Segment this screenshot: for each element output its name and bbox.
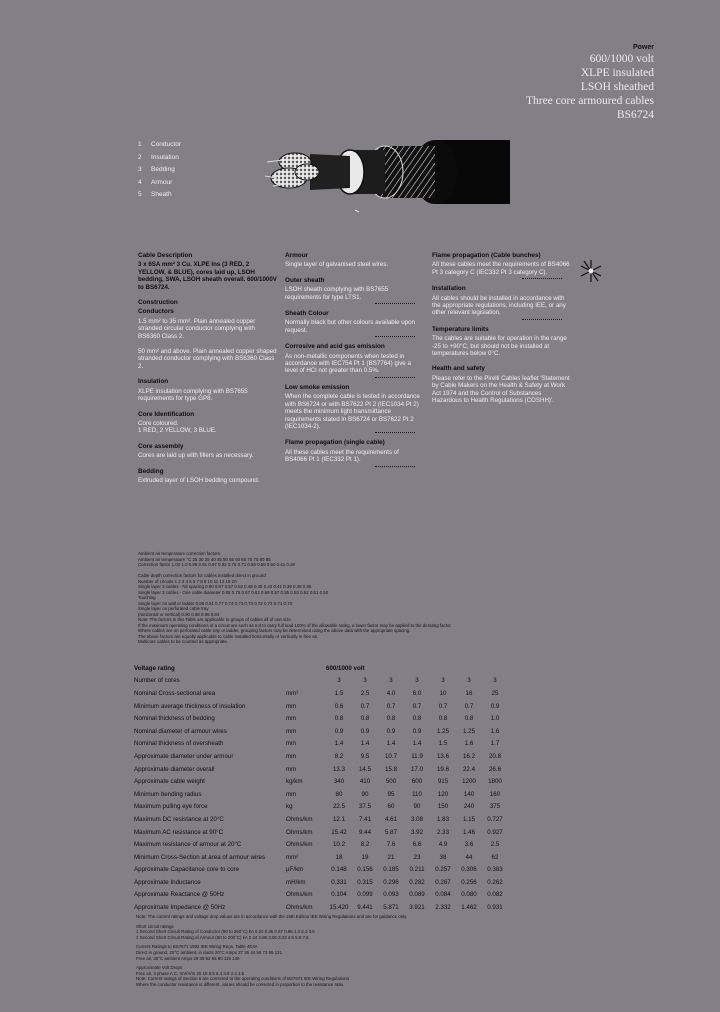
note-line: Where cables are on perforated cable tray or ladder, grouping factors may be determined using the above data with the appropriate spacing. — [138, 628, 411, 633]
component-legend — [138, 139, 181, 202]
table-cell: 23 — [413, 853, 421, 861]
divider — [375, 303, 415, 304]
section-text: 3 x 6SA mm² 3 Cu. XLPE Ins (3 RED, 2 YELLOW, & BLUE), cores laid up, LSOH bedding, SWA, LSOH sheath overall. 600/1000V to BS6724. — [138, 261, 277, 291]
table-cell: 1.5 — [334, 689, 344, 697]
table-cell: 11.9 — [411, 752, 423, 760]
note-line: If the maximum operating conditions of a circuit are such as not to carry full load 100% of the allowable rating, a lower factor may be applied to the derating factor. — [138, 622, 452, 628]
table-cell: 4.61 — [384, 815, 398, 823]
note-line: Ambient air temperature °C 25 30 35 40 45 50 55 60 65 70 75 80 85 — [138, 556, 271, 562]
table-cell: 0.7 — [438, 702, 448, 710]
lsoh-star-icon — [578, 258, 604, 284]
table-cell: 0.9 — [360, 727, 370, 735]
note-line: Correction factor 1.02 1.0 0.96 0.91 0.87 0.82 0.76 0.71 0.65 0.58 0.50 0.41 0.29 — [138, 562, 295, 567]
table-cell: 8.2 — [334, 752, 344, 760]
table-cell: 10.7 — [384, 752, 398, 760]
table-cell: 915 — [437, 778, 449, 786]
row-unit: µF/km — [286, 866, 304, 874]
section-heading: Cable Description — [138, 252, 193, 259]
table-row — [134, 738, 508, 751]
row-unit: mm — [286, 752, 297, 760]
table-cell: 5.87 — [384, 828, 398, 836]
section-heading: Conductors — [138, 308, 174, 316]
row-unit: Ohms/km — [286, 904, 313, 912]
footnote-line: Direct in ground, 20°C ambient, in ducts 20°C Amps 27 36 44 56 73 95 121 — [136, 949, 283, 955]
table-cell: 38 — [439, 853, 447, 861]
section-text: Please refer to the Pirelli Cables leaflet 'Statement by Cable Makers on the Health & Safety at Work Act 1974 and the Control of Substances Hazardous to Health Regulations (COSHH)'. — [432, 374, 570, 405]
table-cell: 3 — [415, 677, 419, 685]
row-label: Maximum AC resistance at 90°C — [134, 828, 224, 836]
table-cell: 12.1 — [332, 815, 346, 823]
row-label: Minimum Cross-Section at area of armour wires — [134, 853, 266, 861]
table-cell: 0.8 — [360, 715, 370, 723]
table-cell: 14.5 — [358, 765, 372, 773]
table-cell: 0.262 — [487, 878, 503, 886]
divider — [522, 319, 562, 320]
table-cell: 1.15 — [462, 815, 476, 823]
row-unit: Ohms/km — [286, 815, 313, 823]
table-cell: 1800 — [488, 778, 502, 786]
table-cell: 0.9 — [386, 727, 396, 735]
row-unit: kg/km — [286, 778, 303, 786]
table-cell: 0.6 — [334, 702, 344, 710]
footnote-line: Note: The current ratings and voltage drop values are in accordance with the 16th Edition IEE Wiring Regulations and are for guidance only. — [136, 914, 408, 919]
table-cell: 0.104 — [331, 891, 347, 899]
table-cell: 80 — [335, 790, 343, 798]
row-label: Number of cores — [134, 677, 180, 685]
table-header-row — [134, 662, 508, 675]
table-row — [134, 763, 508, 776]
note-line: Multicore cables to be counted as appropriate. — [138, 639, 229, 644]
section-text: Extruded layer of LSOH bedding compound. — [138, 476, 260, 484]
note-line: Single layer 3 cables - Nil spacing 0.80 0.67 0.57 0.52 0.48 0.45 0.43 0.41 0.39 0.38 0.36 — [138, 584, 312, 589]
header-label: Voltage rating — [134, 664, 175, 672]
table-cell: 15.420 — [329, 904, 349, 912]
section-heading: Flame propagation (single cable) — [285, 439, 385, 447]
table-cell: 1.6 — [490, 727, 500, 735]
row-unit: mm — [286, 790, 297, 798]
table-cell: 0.331 — [331, 878, 347, 886]
table-row — [134, 788, 508, 801]
table-cell: 0.7 — [464, 702, 474, 710]
table-cell: 160 — [489, 790, 501, 798]
section-heading: Corrosive and acid gas emission — [285, 343, 385, 351]
title-insulation: XLPE insulated — [580, 67, 654, 79]
cable-properties-column — [285, 252, 420, 473]
table-cell: 21 — [387, 853, 395, 861]
row-unit: Ohms/km — [286, 828, 313, 836]
table-cell: 25 — [491, 689, 499, 697]
table-cell: 1.4 — [360, 740, 370, 748]
row-unit: mm² — [286, 853, 299, 861]
table-cell: 9.5 — [360, 752, 370, 760]
divider — [375, 432, 415, 433]
row-unit: Ohms/km — [286, 891, 313, 899]
row-label: Nominal diameter of armour wires — [134, 727, 227, 735]
section-heading: Insulation — [138, 378, 169, 386]
table-row — [134, 725, 508, 738]
table-cell: 15.8 — [384, 765, 398, 773]
table-cell: 0.296 — [383, 878, 399, 886]
footnote-line: Where the conductor resistance is different, values should be corrected in proportion to the resistance ratio. — [136, 981, 345, 987]
table-cell: 0.315 — [357, 878, 373, 886]
legend-item: 3 Bedding — [138, 166, 175, 173]
table-cell: 1.462 — [461, 904, 477, 912]
table-cell: 0.8 — [438, 715, 448, 723]
table-cell: 0.282 — [409, 878, 425, 886]
table-cell: 1.4 — [334, 740, 344, 748]
note-line: (horizontal or vertical) 0.90 0.88 0.85 0.84 — [138, 611, 220, 617]
table-cell: 2.5 — [360, 689, 370, 697]
section-heading: Sheath Colour — [285, 310, 329, 318]
footnote-line: Note: Current ratings of Section 6 are corrected to the operating conditions of BS7671 IEE Wiring Regulations — [136, 976, 350, 982]
table-cell: 10.2 — [332, 841, 346, 849]
legend-item: 1 Conductor — [138, 141, 181, 148]
section-text: XLPE insulation complying with BS7655 requirements for type GP8. — [138, 387, 248, 403]
section-heading: Health and safety — [432, 365, 485, 373]
table-cell: 0.267 — [435, 878, 451, 886]
note-line: Single layer 3 cables - One cable diameter 0.85 0.75 0.67 0.62 0.59 0.57 0.55 0.53 0.52 0.51 0.50 — [138, 589, 329, 595]
row-label: Nominal thickness of oversheath — [134, 740, 224, 748]
note-line: Number of circuits 1 2 3 4 5 6 7 8 9 10 11 12 15 20 — [138, 578, 237, 584]
row-label: Maximum DC resistance at 20°C — [134, 815, 224, 823]
section-text: As non-metallic components when tested in accordance with IEC754 Pt 1 (BS7764) give a level of HCl not greater than 0.5%. — [285, 352, 411, 375]
table-cell: 5.871 — [383, 904, 399, 912]
table-cell: 0.8 — [412, 715, 422, 723]
table-row — [134, 876, 508, 889]
section-text: Single layer of galvanised steel wires. — [285, 261, 389, 269]
row-unit: mm — [286, 765, 297, 773]
table-row — [134, 826, 508, 839]
table-cell: 240 — [463, 803, 475, 811]
section-text: Cores are laid up with fillers as necessary. — [138, 452, 254, 460]
cable-title-block — [526, 44, 654, 122]
table-cell: 7.41 — [358, 815, 372, 823]
table-cell: 2.5 — [490, 841, 500, 849]
table-row — [134, 813, 508, 826]
table-row — [134, 775, 508, 788]
table-cell: 18 — [335, 853, 343, 861]
table-cell: 4.9 — [438, 841, 448, 849]
section-text: 1 RED, 2 YELLOW, 3 BLUE. — [138, 427, 217, 435]
row-unit — [286, 675, 326, 688]
table-cell: 60 — [387, 803, 395, 811]
table-cell: 22.4 — [462, 765, 476, 773]
section-text: All cables should be installed in accordance with the appropriate regulations, including IEE, or any other relevant legislation. — [432, 294, 566, 317]
table-cell: 0.082 — [487, 891, 503, 899]
table-row — [134, 687, 508, 700]
table-cell: 3.08 — [410, 815, 424, 823]
note-line: Touching — [138, 595, 156, 600]
row-label: Approximate cable weight — [134, 778, 205, 786]
table-cell: 0.383 — [487, 866, 503, 874]
header-voltage: 600/1000 volt — [326, 664, 365, 672]
title-voltage: 600/1000 volt — [589, 53, 654, 65]
table-cell: 19 — [361, 853, 369, 861]
table-cell: 3 — [493, 677, 497, 685]
table-cell: 500 — [385, 778, 397, 786]
divider — [522, 278, 562, 279]
row-label: Approximate diameter under armour — [134, 752, 234, 760]
table-row — [134, 889, 508, 902]
legend-item: 5 Sheath — [138, 191, 172, 198]
table-cell: 16.2 — [462, 752, 476, 760]
section-text: 50 mm² and above. Plain annealed copper shaped stranded conductor complying with BS6360 Class 2. — [138, 348, 277, 370]
table-cell: 0.9 — [490, 702, 500, 710]
divider — [375, 377, 415, 378]
section-heading: Low smoke emission — [285, 383, 350, 391]
table-row — [134, 750, 508, 763]
table-cell: 600 — [411, 778, 423, 786]
table-row — [134, 700, 508, 713]
header-unit — [286, 662, 326, 675]
table-row — [134, 801, 508, 814]
table-cell: 0.727 — [487, 815, 503, 823]
table-cell: 9.44 — [358, 828, 372, 836]
legend-item: 2 Insulation — [138, 153, 179, 161]
table-cell: 375 — [489, 803, 501, 811]
table-cell: 0.089 — [409, 891, 425, 899]
table-row — [134, 901, 508, 914]
section-heading: Core Identification — [138, 410, 195, 418]
cable-description-column — [138, 252, 278, 492]
table-cell: 0.148 — [331, 866, 347, 874]
section-text: All these cables meet the requirements of BS4066 Pt 1 (IEC332 Pt 1). — [285, 448, 399, 464]
table-cell: 3.6 — [464, 841, 474, 849]
table-cell: 22.5 — [332, 803, 346, 811]
table-cell: 340 — [333, 778, 345, 786]
table-cell: 3.921 — [409, 904, 425, 912]
row-label: Maximum pulling eye force — [134, 803, 208, 811]
divider — [375, 336, 415, 337]
table-cell: 44 — [465, 853, 473, 861]
row-unit: mm — [286, 740, 297, 748]
row-label: Approximate Capacitance core to core — [134, 866, 240, 874]
row-label: Approximate Reactance @ 50Hz — [134, 891, 225, 899]
table-cell: 3 — [467, 677, 471, 685]
table-cell: 3 — [337, 677, 341, 685]
table-cell: 1200 — [462, 778, 476, 786]
note-line: Single layer on perforated cable tray — [138, 606, 209, 611]
cable-specification-table — [134, 662, 508, 914]
footnote-line: Free air, 30°C ambient Amps 29 39 52 66 90 115 149 — [136, 955, 240, 961]
table-cell: 0.8 — [464, 715, 474, 723]
table-cell: 6.6 — [412, 841, 422, 849]
table-cell: 3.92 — [410, 828, 424, 836]
table-cell: 140 — [463, 790, 475, 798]
row-unit: mm — [286, 727, 297, 735]
section-text: All these cables meet the requirements of BS4066 Pt 3 category C (IEC332 Pt 3 category C). — [432, 261, 570, 276]
table-cell: 95 — [387, 790, 395, 798]
note-line: The above factors are equally applicable to cable installed horizontally or vertically in free air. — [138, 633, 319, 639]
footnote-line: 1 Second Short Circuit Rating of Armour (80 to 200°C) kA 2.24 2.86 3.06 3.33 4.5 5.9 7.5 — [136, 934, 309, 940]
table-cell: 2.332 — [435, 904, 451, 912]
section-heading: Bedding — [138, 467, 164, 475]
table-cell: 37.5 — [358, 803, 372, 811]
table-cell: 0.156 — [357, 866, 373, 874]
table-cell: 17.0 — [410, 765, 424, 773]
table-cell: 1.0 — [490, 715, 500, 723]
table-cell: 2.33 — [436, 828, 450, 836]
table-cell: 120 — [437, 790, 449, 798]
table-row — [134, 838, 508, 851]
table-cell: 15.42 — [331, 828, 347, 836]
table-cell: 20.8 — [488, 752, 502, 760]
table-cell: 0.099 — [357, 891, 373, 899]
table-cell: 0.931 — [487, 904, 503, 912]
table-cell: 13.3 — [332, 765, 346, 773]
row-unit: Ohms/km — [286, 841, 313, 849]
table-cell: 150 — [437, 803, 449, 811]
table-cell: 110 — [412, 790, 422, 798]
table-cell: 1.83 — [436, 815, 450, 823]
footnote-line: Current Ratings to BS7671:1992 IEE Wiring Regs. Table 4E4A — [136, 944, 258, 950]
derating-factors-notes — [138, 551, 698, 645]
table-cell: 410 — [359, 778, 371, 786]
table-cell: 0.7 — [360, 702, 370, 710]
section-heading: Installation — [432, 285, 466, 293]
row-unit: mm — [286, 715, 297, 723]
title-sheath: LSOH sheathed — [580, 81, 654, 93]
table-row — [134, 851, 508, 864]
table-cell: 0.256 — [461, 878, 477, 886]
table-cell: 1.5 — [438, 740, 448, 748]
table-cell: 0.8 — [334, 715, 344, 723]
table-cell: 0.080 — [461, 891, 477, 899]
table-cell: 13.6 — [436, 752, 450, 760]
table-cell: 0.9 — [412, 727, 422, 735]
table-cell: 19.6 — [436, 765, 450, 773]
cable-cross-section-illustration — [255, 132, 515, 222]
table-cell: 0.257 — [435, 866, 451, 874]
footnote-line: Short circuit ratings — [136, 923, 174, 929]
ratings-footnotes — [136, 914, 696, 988]
section-heading: Outer sheath — [285, 276, 325, 284]
title-standard: BS6724 — [616, 109, 654, 121]
table-cell: 3 — [441, 677, 445, 685]
row-label: Maximum resistance of armour at 20°C — [134, 841, 242, 849]
row-label: Nominal Cross-sectional area — [134, 689, 216, 697]
table-cell: 4.0 — [386, 689, 396, 697]
table-cell: 1.46 — [462, 828, 476, 836]
table-cell: 0.7 — [386, 702, 396, 710]
divider — [375, 466, 415, 467]
note-line: Note: The factors in this Table are applicable to groups of cables all of one size. — [138, 617, 293, 622]
section-heading: Armour — [285, 252, 309, 259]
table-cell: 3 — [363, 677, 367, 685]
note-line: Ambient air temperature correction factors — [138, 551, 220, 556]
footnote-line: 1 Second Short Circuit Rating of Conductor (90 to 250°C) kA 0.22 0.36 0.57 0.86 1.4 2.2 3.6 — [136, 929, 315, 935]
table-cell: 1.25 — [462, 727, 476, 735]
section-text: When the complete cable is tested in accordance with BS6724 or with BS7622 Pt 2 (IEC1034 Pt 2) meets the minimum light transmittance requirements stated in BS6724 or BS7622 Pt 2 (IEC1034-2). — [285, 393, 420, 430]
row-label: Approximate diameter overall — [134, 765, 215, 773]
table-cell: 90 — [413, 803, 421, 811]
table-cell: 1.25 — [436, 727, 450, 735]
table-cell: 1.4 — [412, 740, 422, 748]
table-cell: 7.6 — [386, 841, 396, 849]
section-text: The cables are suitable for operation in the range -25 to +90°C, but should not be installed at temperatures below 0°C. — [432, 335, 567, 358]
footnote-line: Approximate Volt Drops — [136, 965, 183, 971]
table-cell: 0.9 — [334, 727, 344, 735]
section-heading: Construction — [138, 299, 178, 307]
table-cell: 10 — [439, 689, 447, 697]
table-cell: 0.211 — [409, 866, 425, 874]
table-cell: 0.084 — [435, 891, 451, 899]
row-label: Approximate Impedance @ 50Hz — [134, 904, 226, 912]
row-unit: kg — [286, 803, 293, 811]
row-label: Minimum average thickness of insulation — [134, 702, 246, 710]
row-label: Minimum bending radius — [134, 790, 202, 798]
table-cell: 0.8 — [386, 715, 396, 723]
table-cell: 1.6 — [464, 740, 474, 748]
note-line: Cable depth correction factors for cables installed direct in ground — [138, 573, 266, 578]
footnote-line: Free air, 3 phase A.C. mV/A/m 25 15 9.5 6.4 3.8 2.4 1.5 — [136, 970, 245, 976]
section-text: LSOH sheath complying with BS7655 requirements for type LTS1. — [285, 286, 389, 301]
title-type: Three core armoured cables — [525, 95, 654, 107]
row-unit: mm — [286, 702, 297, 710]
table-cell: 1.7 — [490, 740, 500, 748]
table-cell: 0.7 — [412, 702, 422, 710]
table-cell: 16 — [465, 689, 473, 697]
table-row — [134, 712, 508, 725]
table-row — [134, 864, 508, 877]
section-heading: Temperature limits — [432, 325, 489, 333]
table-cell: 3 — [389, 677, 393, 685]
table-cell: 8.2 — [360, 841, 370, 849]
section-heading: Flame propagation (Cable bunches) — [432, 252, 541, 259]
note-line: Single layer on wall or ladder 0.86 0.81 0.77 0.74 0.73 0.73 0.72 0.72 0.71 0.70 — [138, 600, 293, 606]
table-cell: 26.6 — [488, 765, 502, 773]
row-label: Nominal thickness of bedding — [134, 715, 215, 723]
table-cell: 6.0 — [412, 689, 422, 697]
section-text: 1.5 mm² to 35 mm². Plain annealed copper stranded circular conductor complying with BS6360 Class 2. — [138, 317, 256, 340]
cable-standards-column — [432, 252, 572, 413]
row-unit: mm² — [286, 689, 299, 697]
row-unit: mH/km — [286, 878, 306, 886]
legend-item: 4 Armour — [138, 178, 173, 186]
section-text: Normally black but other colours available upon request. — [285, 319, 416, 334]
table-cell: 62 — [491, 853, 499, 861]
table-cell: 0.306 — [461, 866, 477, 874]
table-cell: 9.441 — [357, 904, 373, 912]
table-cell: 0.093 — [383, 891, 399, 899]
section-heading: Core assembly — [138, 442, 184, 450]
table-cell: 0.927 — [487, 828, 503, 836]
section-text: Core coloured. — [138, 419, 179, 427]
row-label: Approximate Inductance — [134, 878, 201, 886]
table-cell: 0.185 — [383, 866, 399, 874]
table-row — [134, 675, 508, 688]
category-label: Power — [632, 44, 654, 51]
table-cell: 1.4 — [386, 740, 396, 748]
table-cell: 90 — [361, 790, 369, 798]
